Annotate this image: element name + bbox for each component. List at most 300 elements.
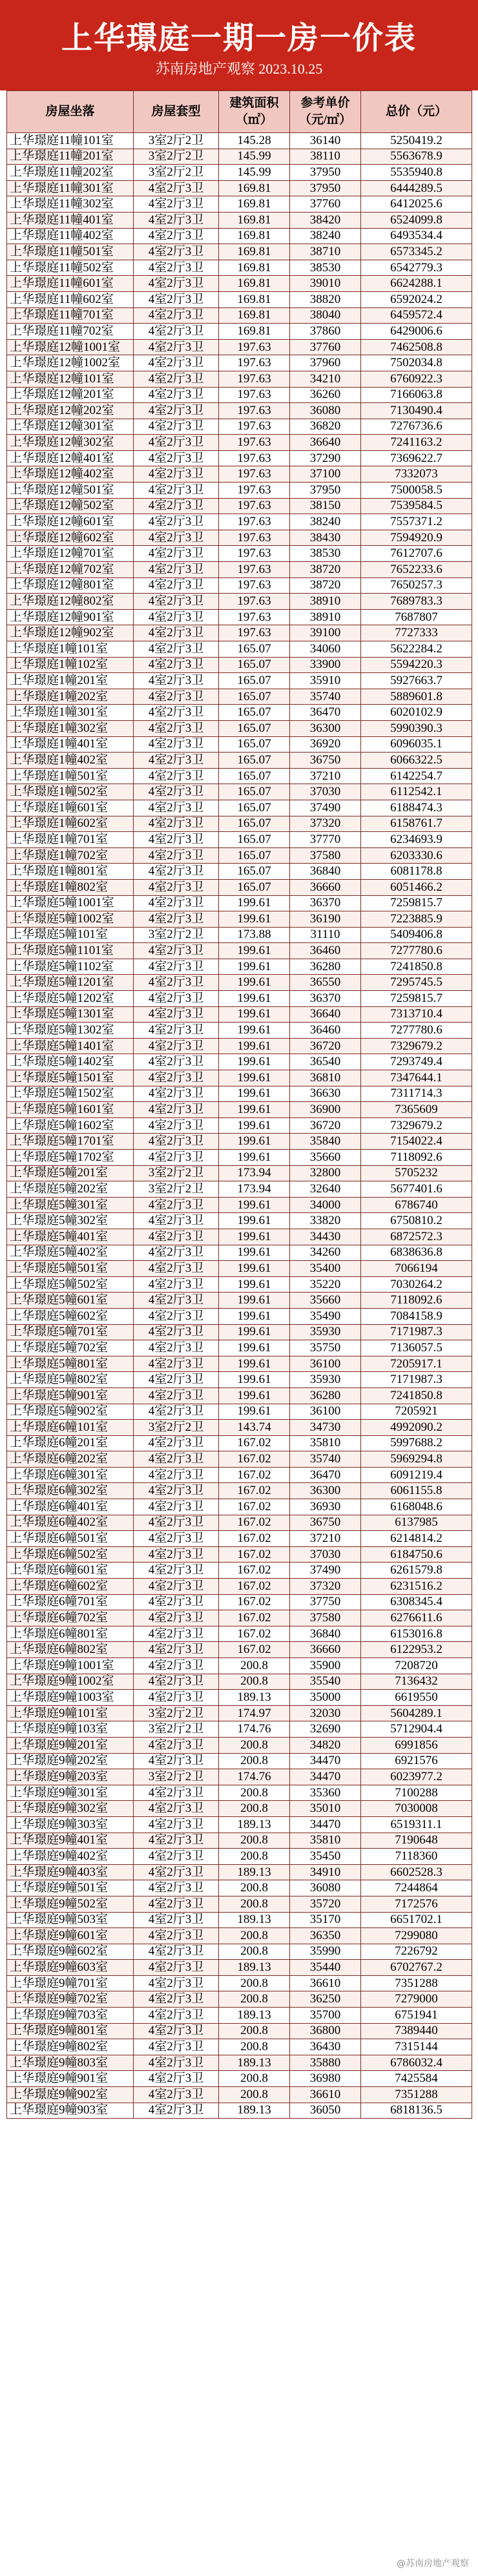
cell-total-price: 6624288.1 [361, 276, 472, 292]
cell-area: 189.13 [219, 1912, 290, 1928]
cell-area: 165.07 [219, 705, 290, 721]
cell-total-price: 7293749.4 [361, 1054, 472, 1070]
table-row [7, 1134, 472, 1150]
table-row [7, 1642, 472, 1658]
cell-layout: 4室2厅3卫 [134, 768, 219, 784]
cell-unit-price: 32030 [290, 1705, 361, 1721]
cell-unit-price: 35000 [290, 1690, 361, 1706]
cell-location: 上华璟庭12幢902室 [7, 625, 134, 641]
cell-area: 199.61 [219, 1197, 290, 1213]
table-row [7, 1690, 472, 1706]
cell-total-price: 6459572.4 [361, 307, 472, 324]
cell-unit-price: 37760 [290, 196, 361, 213]
cell-layout: 4室2厅3卫 [134, 641, 219, 658]
cell-area: 165.07 [219, 832, 290, 848]
cell-location: 上华璟庭12幢702室 [7, 562, 134, 578]
cell-location: 上华璟庭11幢401室 [7, 212, 134, 228]
cell-unit-price: 36100 [290, 1356, 361, 1372]
cell-unit-price: 38530 [290, 546, 361, 562]
cell-location: 上华璟庭5幢901室 [7, 1387, 134, 1404]
cell-unit-price: 37290 [290, 450, 361, 466]
cell-layout: 4室2厅3卫 [134, 1531, 219, 1547]
cell-location: 上华璟庭5幢1301室 [7, 1006, 134, 1023]
cell-total-price: 7118092.6 [361, 1293, 472, 1309]
cell-total-price: 6524099.8 [361, 212, 472, 228]
table-row [7, 1594, 472, 1610]
cell-location: 上华璟庭6幢402室 [7, 1515, 134, 1531]
table-row [7, 1340, 472, 1356]
table-row [7, 1864, 472, 1880]
cell-area: 174.97 [219, 1705, 290, 1721]
cell-total-price: 6573345.2 [361, 244, 472, 260]
cell-location: 上华璟庭6幢202室 [7, 1451, 134, 1468]
cell-area: 165.07 [219, 673, 290, 689]
cell-layout: 4室2厅3卫 [134, 466, 219, 483]
cell-total-price: 6542779.3 [361, 260, 472, 276]
cell-layout: 4室2厅3卫 [134, 1928, 219, 1944]
cell-unit-price: 36300 [290, 1483, 361, 1499]
cell-unit-price: 36080 [290, 403, 361, 419]
cell-area: 199.61 [219, 1404, 290, 1420]
cell-location: 上华璟庭12幢1001室 [7, 339, 134, 355]
cell-unit-price: 37580 [290, 847, 361, 864]
table-row [7, 895, 472, 911]
cell-location: 上华璟庭5幢1401室 [7, 1038, 134, 1054]
cell-layout: 4室2厅3卫 [134, 1134, 219, 1150]
table-row [7, 2071, 472, 2087]
cell-location: 上华璟庭9幢501室 [7, 1880, 134, 1896]
cell-location: 上华璟庭5幢201室 [7, 1165, 134, 1181]
cell-area: 199.61 [219, 991, 290, 1007]
table-row [7, 784, 472, 800]
cell-location: 上华璟庭12幢101室 [7, 371, 134, 387]
cell-layout: 4室2厅3卫 [134, 959, 219, 975]
table-row [7, 864, 472, 880]
cell-area: 167.02 [219, 1515, 290, 1531]
cell-area: 169.81 [219, 260, 290, 276]
cell-total-price: 7100288 [361, 1785, 472, 1801]
cell-area: 189.13 [219, 2103, 290, 2119]
cell-total-price: 7277780.6 [361, 943, 472, 959]
table-row [7, 149, 472, 165]
cell-layout: 4室2厅3卫 [134, 1006, 219, 1023]
cell-location: 上华璟庭9幢302室 [7, 1801, 134, 1817]
cell-layout: 4室2厅3卫 [134, 895, 219, 911]
cell-location: 上华璟庭9幢502室 [7, 1896, 134, 1912]
cell-area: 189.13 [219, 1690, 290, 1706]
cell-layout: 4室2厅3卫 [134, 720, 219, 736]
cell-layout: 3室2厅2卫 [134, 1721, 219, 1738]
cell-layout: 4室2厅3卫 [134, 1054, 219, 1070]
cell-layout: 4室2厅3卫 [134, 753, 219, 769]
cell-location: 上华璟庭9幢303室 [7, 1816, 134, 1833]
cell-layout: 3室2厅2卫 [134, 1181, 219, 1198]
cell-location: 上华璟庭1幢501室 [7, 768, 134, 784]
cell-total-price: 5712904.4 [361, 1721, 472, 1738]
cell-layout: 4室2厅3卫 [134, 1070, 219, 1086]
column-header-total-price: 总价（元） [361, 91, 472, 133]
cell-unit-price: 35400 [290, 1261, 361, 1277]
cell-location: 上华璟庭5幢1702室 [7, 1150, 134, 1166]
cell-area: 169.81 [219, 276, 290, 292]
cell-unit-price: 37760 [290, 339, 361, 355]
table-row [7, 657, 472, 673]
table-row [7, 1579, 472, 1595]
table-row [7, 1880, 472, 1896]
cell-total-price: 7084158.9 [361, 1308, 472, 1324]
table-row [7, 180, 472, 196]
cell-total-price: 7369622.7 [361, 450, 472, 466]
cell-location: 上华璟庭1幢602室 [7, 816, 134, 832]
cell-unit-price: 36250 [290, 1991, 361, 2008]
cell-layout: 3室2厅2卫 [134, 1705, 219, 1721]
cell-location: 上华璟庭5幢1002室 [7, 911, 134, 928]
cell-total-price: 7118360 [361, 1849, 472, 1865]
cell-location: 上华璟庭12幢502室 [7, 498, 134, 514]
table-row [7, 2023, 472, 2039]
cell-unit-price: 36350 [290, 1928, 361, 1944]
cell-layout: 4室2厅3卫 [134, 212, 219, 228]
cell-total-price: 5250419.2 [361, 133, 472, 149]
cell-layout: 3室2厅2卫 [134, 927, 219, 943]
cell-layout: 3室2厅2卫 [134, 165, 219, 181]
cell-area: 197.63 [219, 466, 290, 483]
cell-layout: 4室2厅3卫 [134, 594, 219, 610]
cell-location: 上华璟庭6幢401室 [7, 1499, 134, 1515]
cell-area: 197.63 [219, 435, 290, 451]
table-row [7, 403, 472, 419]
cell-location: 上华璟庭11幢702室 [7, 324, 134, 340]
table-row [7, 1276, 472, 1293]
cell-unit-price: 36190 [290, 911, 361, 928]
table-row [7, 1117, 472, 1134]
cell-layout: 4室2厅3卫 [134, 1833, 219, 1849]
cell-unit-price: 36720 [290, 1117, 361, 1134]
cell-area: 165.07 [219, 864, 290, 880]
cell-total-price: 6231516.2 [361, 1579, 472, 1595]
table-row [7, 307, 472, 324]
cell-total-price: 6091219.4 [361, 1467, 472, 1483]
cell-layout: 4室2厅3卫 [134, 800, 219, 816]
cell-location: 上华璟庭6幢502室 [7, 1546, 134, 1563]
table-row [7, 1356, 472, 1372]
cell-location: 上华璟庭1幢601室 [7, 800, 134, 816]
table-row [7, 1499, 472, 1515]
cell-unit-price: 35440 [290, 1960, 361, 1976]
cell-area: 199.61 [219, 1102, 290, 1118]
cell-total-price: 7136432 [361, 1674, 472, 1690]
cell-unit-price: 38710 [290, 244, 361, 260]
cell-location: 上华璟庭9幢601室 [7, 1928, 134, 1944]
cell-location: 上华璟庭9幢202室 [7, 1753, 134, 1769]
table-row [7, 1038, 472, 1054]
cell-location: 上华璟庭12幢401室 [7, 450, 134, 466]
cell-area: 199.61 [219, 1308, 290, 1324]
cell-unit-price: 37030 [290, 1546, 361, 1563]
cell-area: 197.63 [219, 562, 290, 578]
cell-area: 189.13 [219, 2055, 290, 2071]
cell-total-price: 7279000 [361, 1991, 472, 2008]
cell-layout: 4室2厅3卫 [134, 1579, 219, 1595]
cell-unit-price: 35810 [290, 1833, 361, 1849]
cell-layout: 4室2厅3卫 [134, 2023, 219, 2039]
cell-layout: 4室2厅3卫 [134, 244, 219, 260]
cell-layout: 4室2厅3卫 [134, 689, 219, 705]
table-row [7, 2008, 472, 2024]
cell-unit-price: 35700 [290, 2008, 361, 2024]
cell-unit-price: 36610 [290, 1975, 361, 1991]
cell-total-price: 5535940.8 [361, 165, 472, 181]
cell-total-price: 6081178.8 [361, 864, 472, 880]
table-row [7, 1816, 472, 1833]
cell-layout: 4室2厅3卫 [134, 1785, 219, 1801]
table-row [7, 1213, 472, 1229]
table-row [7, 1054, 472, 1070]
cell-total-price: 7277780.6 [361, 1023, 472, 1039]
cell-location: 上华璟庭6幢101室 [7, 1420, 134, 1436]
table-body [7, 133, 472, 2119]
table-row [7, 2039, 472, 2055]
cell-total-price: 5705232 [361, 1165, 472, 1181]
cell-location: 上华璟庭5幢1402室 [7, 1054, 134, 1070]
cell-location: 上华璟庭6幢802室 [7, 1642, 134, 1658]
cell-layout: 4室2厅3卫 [134, 2087, 219, 2103]
cell-unit-price: 32640 [290, 1181, 361, 1198]
cell-unit-price: 36470 [290, 1467, 361, 1483]
cell-total-price: 6184750.6 [361, 1546, 472, 1563]
cell-location: 上华璟庭1幢301室 [7, 705, 134, 721]
cell-unit-price: 36280 [290, 959, 361, 975]
cell-area: 200.8 [219, 2087, 290, 2103]
cell-layout: 4室2厅3卫 [134, 291, 219, 307]
cell-unit-price: 38110 [290, 149, 361, 165]
cell-layout: 4室2厅3卫 [134, 483, 219, 499]
table-row [7, 466, 472, 483]
cell-layout: 4室2厅3卫 [134, 324, 219, 340]
table-row [7, 1705, 472, 1721]
cell-layout: 4室2厅3卫 [134, 2039, 219, 2055]
cell-total-price: 7389440 [361, 2023, 472, 2039]
cell-total-price: 6991856 [361, 1737, 472, 1753]
cell-unit-price: 36460 [290, 1023, 361, 1039]
cell-total-price: 7223885.9 [361, 911, 472, 928]
cell-unit-price: 36100 [290, 1404, 361, 1420]
cell-layout: 4室2厅3卫 [134, 1387, 219, 1404]
table-row [7, 1991, 472, 2008]
cell-layout: 4室2厅3卫 [134, 339, 219, 355]
cell-area: 169.81 [219, 196, 290, 213]
cell-layout: 4室2厅3卫 [134, 1816, 219, 1833]
cell-unit-price: 38820 [290, 291, 361, 307]
cell-area: 143.74 [219, 1420, 290, 1436]
cell-layout: 4室2厅3卫 [134, 260, 219, 276]
cell-unit-price: 36300 [290, 720, 361, 736]
cell-unit-price: 35660 [290, 1293, 361, 1309]
cell-area: 197.63 [219, 546, 290, 562]
cell-location: 上华璟庭9幢901室 [7, 2071, 134, 2087]
cell-area: 167.02 [219, 1563, 290, 1579]
cell-location: 上华璟庭1幢701室 [7, 832, 134, 848]
cell-unit-price: 37770 [290, 832, 361, 848]
table-row [7, 2087, 472, 2103]
cell-area: 197.63 [219, 339, 290, 355]
column-header-location: 房屋坐落 [7, 91, 134, 133]
cell-unit-price: 36540 [290, 1054, 361, 1070]
cell-layout: 4室2厅3卫 [134, 816, 219, 832]
cell-area: 199.61 [219, 1117, 290, 1134]
cell-layout: 4室2厅3卫 [134, 943, 219, 959]
header-banner [0, 0, 478, 90]
table-row [7, 625, 472, 641]
table-row [7, 1944, 472, 1960]
cell-area: 167.02 [219, 1594, 290, 1610]
cell-unit-price: 39010 [290, 276, 361, 292]
cell-area: 165.07 [219, 816, 290, 832]
table-row [7, 1626, 472, 1642]
cell-layout: 4室2厅3卫 [134, 355, 219, 371]
cell-total-price: 6786740 [361, 1197, 472, 1213]
cell-layout: 3室2厅2卫 [134, 1420, 219, 1436]
table-row [7, 1308, 472, 1324]
cell-total-price: 6838636.8 [361, 1245, 472, 1261]
cell-area: 200.8 [219, 1801, 290, 1817]
cell-area: 167.02 [219, 1499, 290, 1515]
cell-total-price: 5594220.3 [361, 657, 472, 673]
column-header-layout: 房屋套型 [134, 91, 219, 133]
cell-total-price: 7299080 [361, 1928, 472, 1944]
cell-total-price: 7687807 [361, 609, 472, 625]
cell-location: 上华璟庭5幢301室 [7, 1197, 134, 1213]
cell-location: 上华璟庭11幢302室 [7, 196, 134, 213]
cell-location: 上华璟庭1幢401室 [7, 736, 134, 753]
cell-total-price: 7502034.8 [361, 355, 472, 371]
cell-total-price: 6786032.4 [361, 2055, 472, 2071]
cell-area: 197.63 [219, 403, 290, 419]
cell-unit-price: 36470 [290, 705, 361, 721]
cell-layout: 4室2厅3卫 [134, 371, 219, 387]
table-row [7, 419, 472, 435]
table-row [7, 244, 472, 260]
cell-layout: 4室2厅3卫 [134, 784, 219, 800]
cell-area: 199.61 [219, 1023, 290, 1039]
cell-total-price: 5889601.8 [361, 689, 472, 705]
cell-layout: 4室2厅3卫 [134, 1308, 219, 1324]
column-header-area: 建筑面积（㎡） [219, 91, 290, 133]
table-row [7, 1197, 472, 1213]
cell-total-price: 7500058.5 [361, 483, 472, 499]
cell-location: 上华璟庭12幢1002室 [7, 355, 134, 371]
cell-area: 199.61 [219, 975, 290, 991]
cell-total-price: 7171987.3 [361, 1324, 472, 1340]
cell-unit-price: 32800 [290, 1165, 361, 1181]
cell-total-price: 6214814.2 [361, 1531, 472, 1547]
cell-area: 167.02 [219, 1610, 290, 1626]
table-row [7, 1975, 472, 1991]
cell-area: 169.81 [219, 212, 290, 228]
cell-area: 197.63 [219, 387, 290, 403]
cell-area: 165.07 [219, 720, 290, 736]
table-row [7, 1610, 472, 1626]
cell-total-price: 6061155.8 [361, 1483, 472, 1499]
cell-area: 167.02 [219, 1531, 290, 1547]
cell-unit-price: 36660 [290, 1642, 361, 1658]
cell-total-price: 7295745.5 [361, 975, 472, 991]
cell-unit-price: 37750 [290, 1594, 361, 1610]
table-row [7, 562, 472, 578]
cell-layout: 4室2厅3卫 [134, 1086, 219, 1102]
cell-layout: 4室2厅3卫 [134, 1991, 219, 2008]
cell-layout: 4室2厅3卫 [134, 2103, 219, 2119]
cell-unit-price: 37950 [290, 165, 361, 181]
cell-area: 199.61 [219, 1324, 290, 1340]
cell-location: 上华璟庭9幢602室 [7, 1944, 134, 1960]
table-row [7, 1896, 472, 1912]
cell-area: 165.07 [219, 879, 290, 895]
cell-unit-price: 36080 [290, 1880, 361, 1896]
cell-location: 上华璟庭9幢402室 [7, 1849, 134, 1865]
cell-total-price: 7612707.6 [361, 546, 472, 562]
cell-total-price: 7689783.3 [361, 594, 472, 610]
cell-layout: 4室2厅3卫 [134, 450, 219, 466]
cell-unit-price: 35490 [290, 1308, 361, 1324]
cell-area: 199.61 [219, 1038, 290, 1054]
table-row [7, 514, 472, 530]
cell-total-price: 7208720 [361, 1658, 472, 1674]
cell-area: 199.61 [219, 1276, 290, 1293]
cell-unit-price: 37860 [290, 324, 361, 340]
cell-area: 167.02 [219, 1626, 290, 1642]
table-row [7, 387, 472, 403]
cell-unit-price: 35880 [290, 2055, 361, 2071]
cell-location: 上华璟庭1幢802室 [7, 879, 134, 895]
cell-total-price: 6234693.9 [361, 832, 472, 848]
cell-layout: 4室2厅3卫 [134, 1324, 219, 1340]
cell-layout: 4室2厅3卫 [134, 276, 219, 292]
table-row [7, 1546, 472, 1563]
cell-layout: 4室2厅3卫 [134, 847, 219, 864]
cell-layout: 4室2厅3卫 [134, 832, 219, 848]
table-row [7, 1086, 472, 1102]
table-row [7, 594, 472, 610]
cell-layout: 4室2厅3卫 [134, 577, 219, 594]
cell-layout: 4室2厅3卫 [134, 1626, 219, 1642]
table-row [7, 832, 472, 848]
table-row [7, 1912, 472, 1928]
cell-total-price: 6051466.2 [361, 879, 472, 895]
table-row [7, 1563, 472, 1579]
cell-total-price: 7425584 [361, 2071, 472, 2087]
cell-layout: 4室2厅3卫 [134, 1102, 219, 1118]
table-row [7, 816, 472, 832]
cell-unit-price: 36800 [290, 2023, 361, 2039]
cell-unit-price: 38910 [290, 594, 361, 610]
cell-location: 上华璟庭11幢202室 [7, 165, 134, 181]
watermark: @苏南房地产观察 [397, 2559, 469, 2569]
cell-location: 上华璟庭1幢202室 [7, 689, 134, 705]
cell-area: 200.8 [219, 1928, 290, 1944]
cell-unit-price: 37210 [290, 1531, 361, 1547]
cell-unit-price: 36370 [290, 895, 361, 911]
cell-layout: 4室2厅3卫 [134, 1515, 219, 1531]
table-row [7, 753, 472, 769]
cell-unit-price: 36660 [290, 879, 361, 895]
cell-area: 169.81 [219, 324, 290, 340]
cell-unit-price: 36720 [290, 1038, 361, 1054]
cell-unit-price: 34730 [290, 1420, 361, 1436]
cell-unit-price: 34000 [290, 1197, 361, 1213]
cell-location: 上华璟庭5幢302室 [7, 1213, 134, 1229]
table-row [7, 927, 472, 943]
